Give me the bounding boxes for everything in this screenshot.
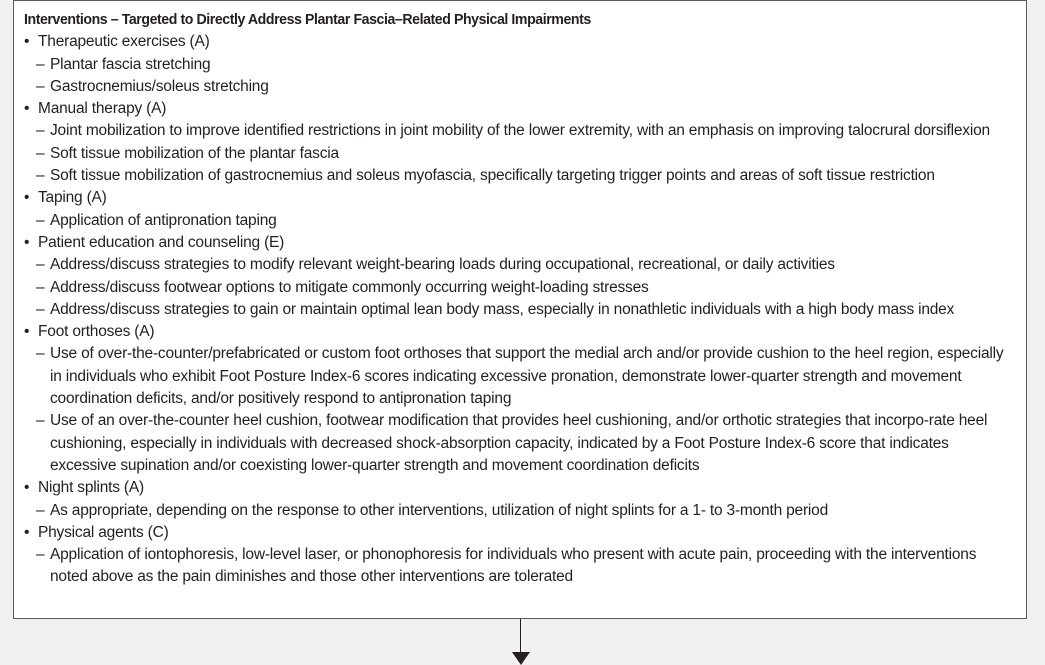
intervention-subitem: [24, 277, 1016, 299]
dash-icon: –: [36, 167, 45, 185]
bullet-icon: •: [24, 33, 30, 51]
dash-icon: –: [36, 345, 45, 363]
intervention-subitem: [24, 500, 1016, 522]
subitem-text: Gastrocnemius/soleus stretching: [50, 77, 269, 95]
intervention-subitem: [24, 165, 1016, 187]
intervention-subitem: [24, 254, 1016, 276]
intervention-label: Manual therapy (A): [38, 100, 167, 118]
intervention-heading: [24, 477, 1016, 499]
intervention-heading: [24, 232, 1016, 254]
intervention-heading: [24, 522, 1016, 544]
flow-arrow-head-icon: [512, 652, 530, 665]
bullet-icon: •: [24, 100, 30, 118]
dash-icon: –: [36, 211, 45, 229]
interventions-box: [13, 0, 1027, 619]
intervention-item: [24, 321, 1016, 477]
intervention-heading: [24, 98, 1016, 120]
intervention-label: Foot orthoses (A): [38, 323, 155, 341]
subitem-text: Use of an over-the-counter heel cushion, footwear modification that provides heel cushioning, and/or orthotic strategies that incorpo-rate heel cushioning, especially in individuals with decreased shock-absorption capacity, indicated by a Foot Posture Index-6 score that indicates excessive supination and/or coexisting lower-quarter strength and movement coordination deficits: [50, 412, 988, 474]
subitem-text: Application of antipronation taping: [50, 211, 277, 229]
subitem-text: Plantar fascia stretching: [50, 55, 211, 73]
dash-icon: –: [36, 412, 45, 430]
intervention-subitem: [24, 299, 1016, 321]
subitem-text: As appropriate, depending on the response to other interventions, utilization of night splints for a 1- to 3-month period: [50, 501, 828, 519]
intervention-subitem: [24, 210, 1016, 232]
dash-icon: –: [36, 278, 45, 296]
subitem-text: Joint mobilization to improve identified restrictions in joint mobility of the lower extremity, with an emphasis on improving talocrural dorsiflexion: [50, 122, 990, 140]
dash-icon: –: [36, 501, 45, 519]
dash-icon: –: [36, 144, 45, 162]
intervention-heading: [24, 187, 1016, 209]
bullet-icon: •: [24, 233, 30, 251]
subitem-text: Address/discuss strategies to gain or maintain optimal lean body mass, especially in nonathletic individuals with a high body mass index: [50, 300, 955, 318]
intervention-label: Physical agents (C): [38, 523, 169, 541]
dash-icon: –: [36, 55, 45, 73]
intervention-subitem: [24, 54, 1016, 76]
dash-icon: –: [36, 256, 45, 274]
intervention-item: [24, 477, 1016, 522]
subitem-text: Address/discuss footwear options to mitigate commonly occurring weight-loading stresses: [50, 278, 649, 296]
flow-arrow-line: [520, 619, 521, 653]
intervention-heading: [24, 31, 1016, 53]
intervention-item: [24, 187, 1016, 232]
dash-icon: –: [36, 546, 45, 564]
bullet-icon: •: [24, 323, 30, 341]
subitem-text: Application of iontophoresis, low-level laser, or phonophoresis for individuals who present with acute pain, proceeding with the interventions noted above as the pain diminishes and those other interventions are tolerated: [50, 546, 977, 586]
dash-icon: –: [36, 122, 45, 140]
intervention-label: Therapeutic exercises (A): [38, 33, 210, 51]
bullet-icon: •: [24, 479, 30, 497]
intervention-item: [24, 98, 1016, 187]
intervention-subitem: [24, 544, 1016, 589]
interventions-list: [24, 31, 1016, 588]
box-title: Interventions – Targeted to Directly Address Plantar Fascia–Related Physical Impairments: [24, 11, 591, 28]
intervention-item: [24, 232, 1016, 321]
subitem-text: Address/discuss strategies to modify relevant weight-bearing loads during occupational, recreational, or daily activities: [50, 256, 835, 274]
dash-icon: –: [36, 77, 45, 95]
subitem-text: Use of over-the-counter/prefabricated or custom foot orthoses that support the medial arch and/or provide cushion to the heel region, especially in individuals who exhibit Foot Posture Index-6 scores indicating excessive pronation, demonstrate lower-quarter strength and movement coordination deficits, and/or positively respond to antipronation taping: [50, 345, 1004, 408]
intervention-item: [24, 31, 1016, 98]
intervention-heading: [24, 321, 1016, 343]
intervention-label: Night splints (A): [38, 479, 144, 497]
intervention-label: Patient education and counseling (E): [38, 233, 285, 251]
intervention-subitem: [24, 410, 1016, 477]
intervention-label: Taping (A): [38, 189, 107, 207]
intervention-subitem: [24, 120, 1016, 142]
intervention-subitem: [24, 343, 1016, 410]
subitem-text: Soft tissue mobilization of gastrocnemius and soleus myofascia, specifically targeting trigger points and areas of soft tissue restriction: [50, 167, 935, 185]
intervention-subitem: [24, 143, 1016, 165]
bullet-icon: •: [24, 523, 30, 541]
dash-icon: –: [36, 300, 45, 318]
bullet-icon: •: [24, 189, 30, 207]
subitem-text: Soft tissue mobilization of the plantar fascia: [50, 144, 339, 162]
intervention-subitem: [24, 76, 1016, 98]
intervention-item: [24, 522, 1016, 589]
